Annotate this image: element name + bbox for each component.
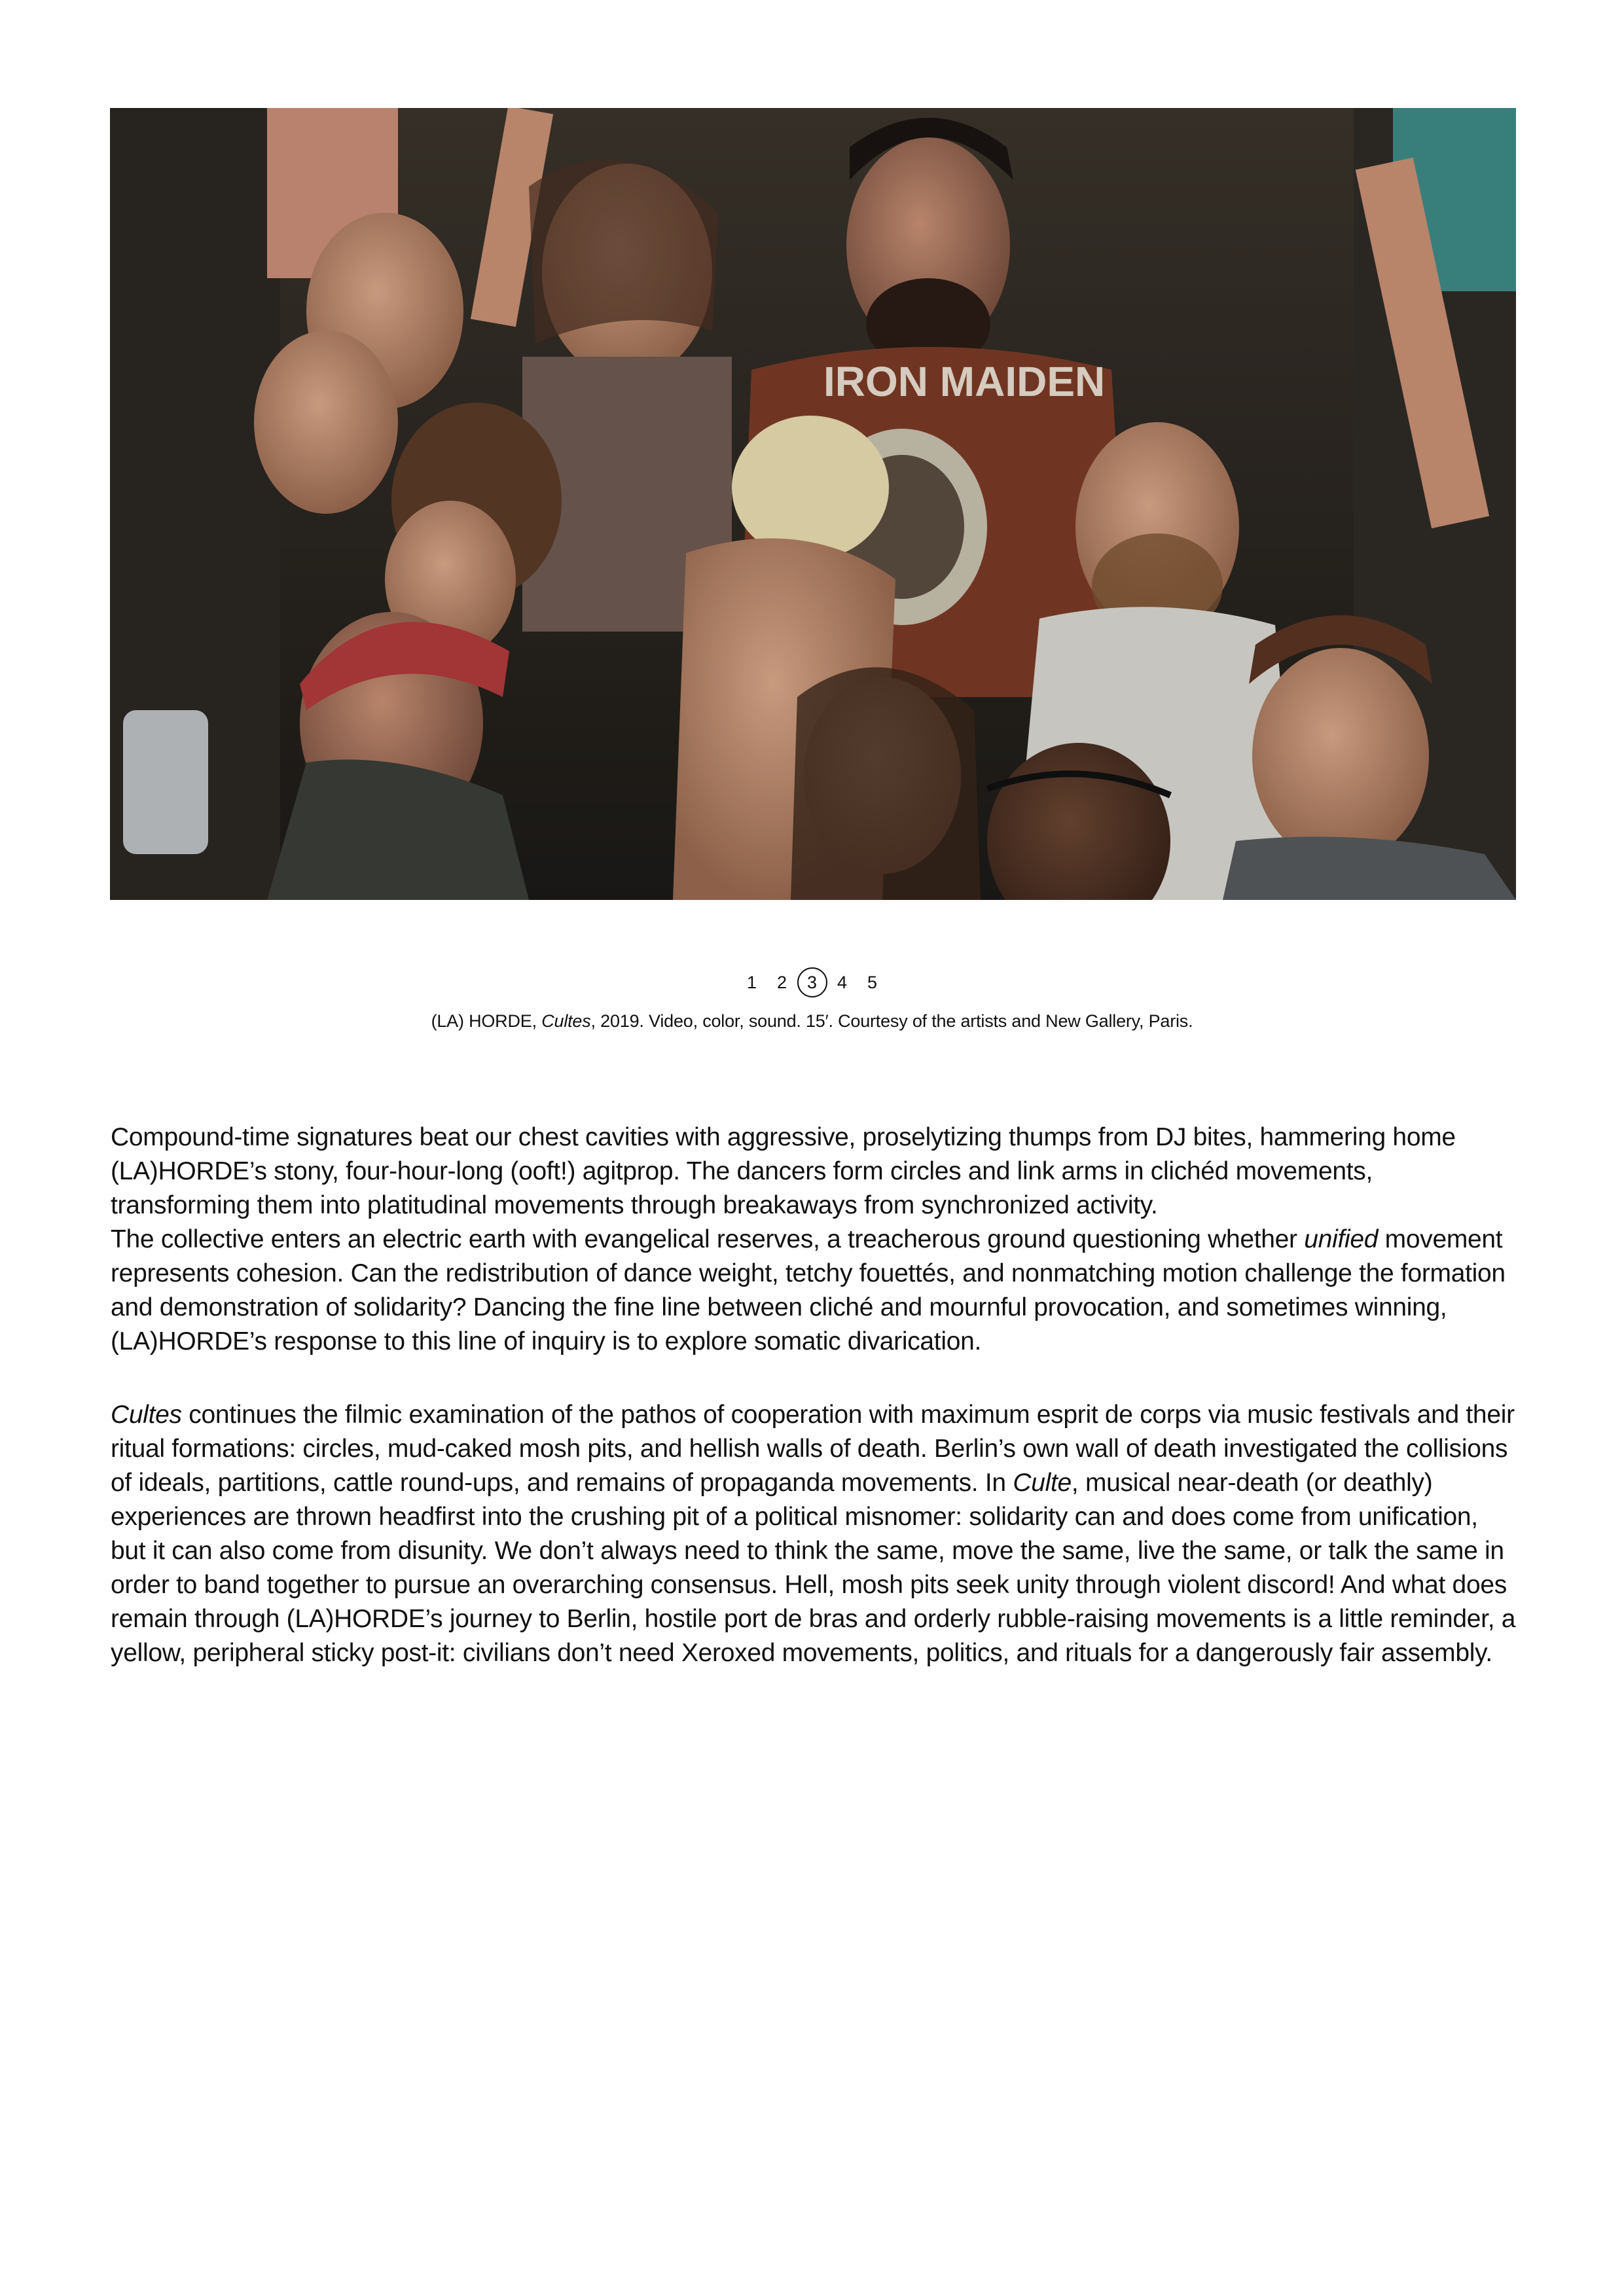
p3-emphasis-cultes: Cultes xyxy=(111,1401,182,1429)
p3-emphasis-culte: Culte xyxy=(1013,1469,1072,1497)
image-caption xyxy=(0,1011,1624,1031)
crowd-photo xyxy=(110,108,1516,900)
p2-text-start: The collective enters an electric earth with evangelical reserves, a treacherous ground questioning whether xyxy=(111,1225,1305,1253)
shirt-print-text: IRON MAIDEN xyxy=(823,358,1106,405)
image-pagination xyxy=(0,967,1624,997)
article-body xyxy=(111,1121,1518,1670)
article-paragraph-3 xyxy=(111,1398,1518,1670)
caption-artist: (LA) HORDE, xyxy=(431,1011,542,1031)
caption-work-title: Cultes xyxy=(541,1011,591,1031)
p3-text-end: , musical near-death (or deathly) experiences are thrown headfirst into the crushing pit of a political misnomer: solidarity can and does come from unification, but it can also come from disunity. We don’t always need to think the same, move the same, live the same, or talk the same in order to band together to pursue an overarching consensus. Hell, mosh pits seek unity through violent discord! And what does remain through (LA)HORDE’s journey to Berlin, hostile port de bras and orderly rubble-raising movements is a little reminder, a yellow, peripheral sticky post-it: civilians don’t need Xeroxed movements, politics, and rituals for a dangerously fair assembly. xyxy=(111,1469,1516,1667)
page-4-button[interactable]: 4 xyxy=(837,972,848,992)
page-2-button[interactable]: 2 xyxy=(776,972,787,992)
article-paragraph-2 xyxy=(111,1223,1518,1359)
page-3-button-active[interactable]: 3 xyxy=(797,967,827,997)
caption-details: , 2019. Video, color, sound. 15′. Courtesy of the artists and New Gallery, Paris. xyxy=(590,1011,1193,1031)
article-paragraph-1: Compound-time signatures beat our chest cavities with aggressive, proselytizing thumps from DJ bites, hammering home (LA)HORDE’s stony, four-hour-long (ooft!) agitprop. The dancers form circles and link arms in clichéd movements, transforming them into platitudinal movements through breakaways from synchronized activity. xyxy=(111,1123,1456,1219)
page-5-button[interactable]: 5 xyxy=(867,972,878,992)
p2-emphasis-unified: unified xyxy=(1304,1225,1379,1253)
p2-text-end: movement represents cohesion. Can the redistribution of dance weight, tetchy fouettés, and nonmatching motion challenge the formation and demonstration of solidarity? Dancing the fine line between cliché and mournful provocation, and sometimes winning, (LA)HORDE’s response to this line of inquiry is to explore somatic divarication. xyxy=(111,1225,1506,1355)
page-1-button[interactable]: 1 xyxy=(746,972,757,992)
crowd-photo-illustration xyxy=(110,108,1516,900)
p3-text-start: continues the filmic examination of the pathos of cooperation with maximum esprit de corps via music festivals and their ritual formations: circles, mud-caked mosh pits, and hellish walls of death. Berlin’s own wall of death investigated the collisions of ideals, partitions, cattle round-ups, and remains of propaganda movements. In xyxy=(111,1401,1515,1497)
